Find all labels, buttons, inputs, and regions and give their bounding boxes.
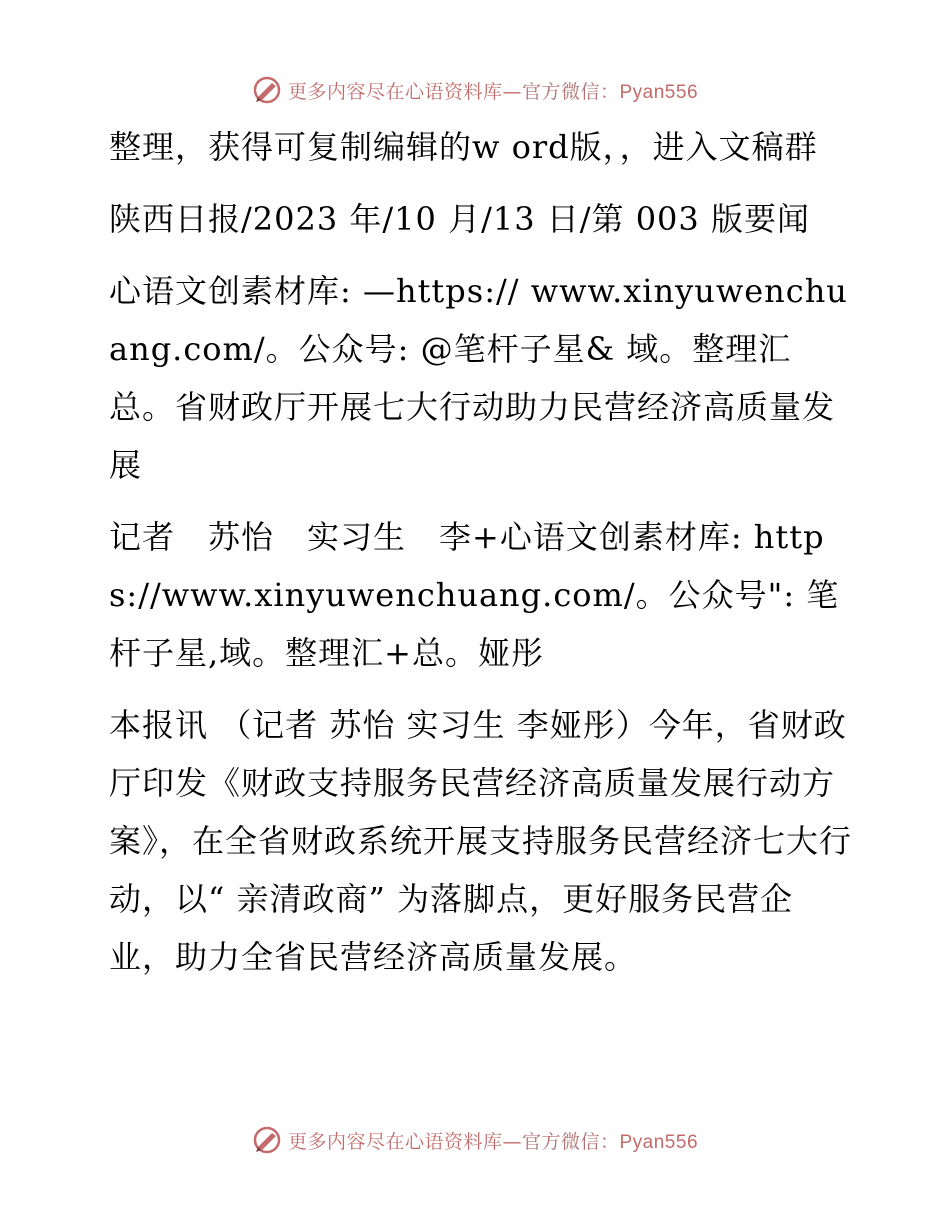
watermark-wechat-id: Pyan556 — [619, 81, 699, 103]
watermark-text — [288, 77, 698, 104]
watermark-text — [288, 1127, 698, 1154]
paragraph-intro: 整理，获得可复制编辑的w ord版，，进入文稿群 — [109, 128, 818, 166]
paragraph-source: 陕西日报/2023 年/10 月/13 日/第 003 版要闻 — [109, 200, 810, 238]
watermark-dash: — — [502, 80, 522, 103]
watermark-brand: 更多内容尽在心语资料库 — [287, 1130, 503, 1153]
pen-circle-logo-icon — [252, 1125, 282, 1155]
pen-circle-logo-icon — [252, 75, 282, 105]
watermark-wechat-label: 官方微信： — [521, 80, 620, 103]
footer-watermark — [0, 1120, 950, 1160]
watermark-brand: 更多内容尽在心语资料库 — [287, 80, 503, 103]
paragraph-byline: 记者 苏怡 实习生 李+心语文创素材库: https://www.xinyuwenchuang.com/。公众号": 笔杆子星,域。整理汇+总。娅彤 — [109, 518, 840, 672]
watermark-wechat-label: 官方微信： — [521, 1130, 620, 1153]
watermark-dash: — — [502, 1130, 522, 1153]
watermark-wechat-id: Pyan556 — [619, 1131, 699, 1153]
paragraph-title: 心语文创素材库: —https:// www.xinyuwenchuang.com/。公众号: @笔杆子星& 域。整理汇总。省财政厅开展七大行动助力民营经济高质量发展 — [109, 272, 848, 484]
document-body — [97, 118, 857, 1000]
paragraph-lead: 本报讯 （记者 苏怡 实习生 李娅彤）今年，省财政厅印发《财政支持服务民营经济高质量发展行动方案》，在全省财政系统开展支持服务民营经济七大行动，以“ 亲清政商” 为落脚点，更好服务民营企业，助力全省民营经济高质量发展。 — [109, 706, 853, 976]
header-watermark — [0, 70, 950, 110]
